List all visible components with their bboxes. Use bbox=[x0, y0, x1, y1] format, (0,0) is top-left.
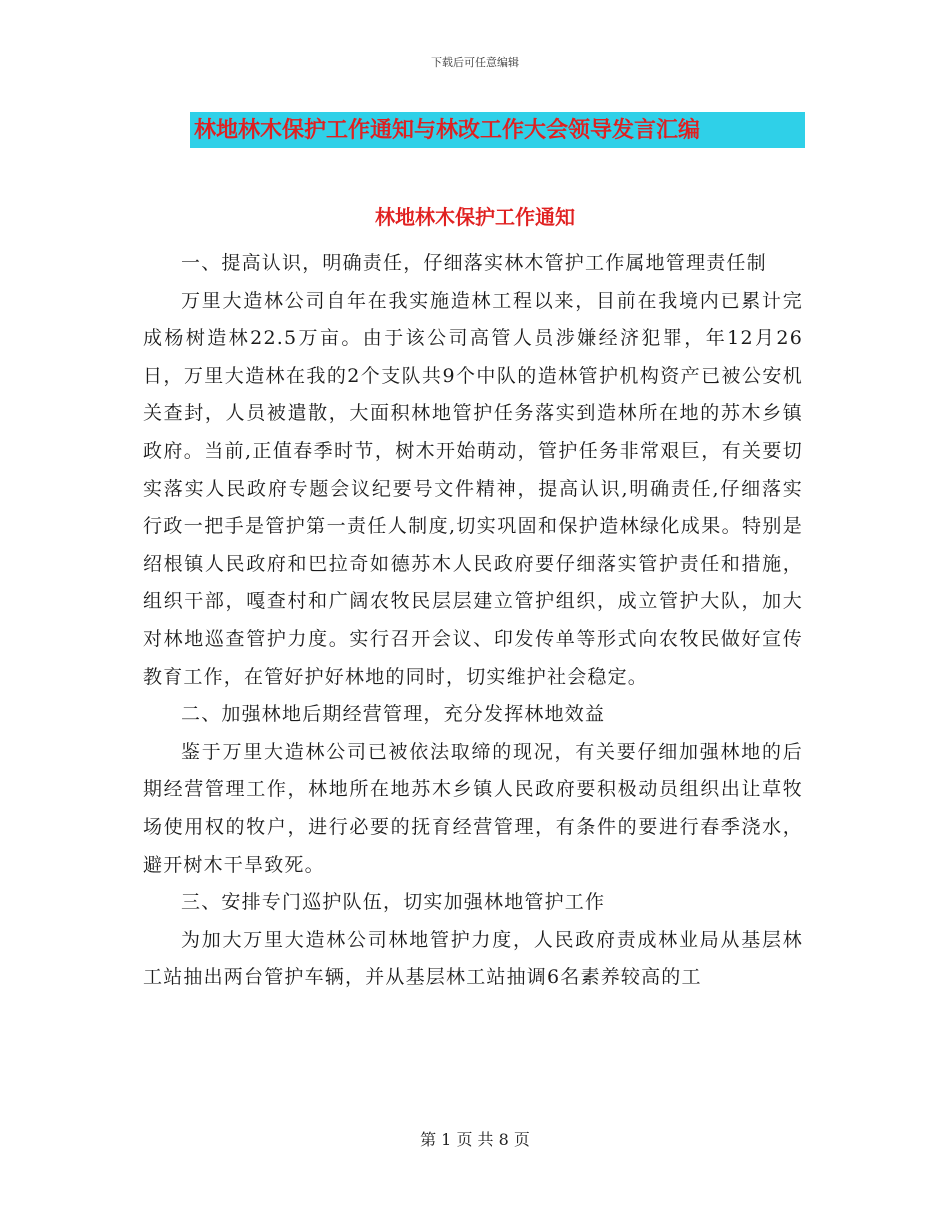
section-title: 林地林木保护工作通知 bbox=[375, 205, 575, 229]
document-title: 林地林木保护工作通知与林改工作大会领导发言汇编 bbox=[194, 117, 701, 143]
paragraph: 万里大造林公司自年在我实施造林工程以来，目前在我境内已累计完成杨树造林22.5万亩。由于该公司高管人员涉嫌经济犯罪，年12月26日，万里大造林在我的2个支队共9个中队的造林管护机构资产已被公安机关查封，人员被遣散，大面积林地管护任务落实到造林所在地的苏木乡镇政府。当前,正值春季时节，树木开始萌动，管护任务非常艰巨，有关要切实落实人民政府专题会议纪要号文件精神，提高认识,明确责任,仔细落实行政一把手是管护第一责任人制度,切实巩固和保护造林绿化成果。特别是绍根镇人民政府和巴拉奇如德苏木人民政府要仔细落实管护责任和措施，组织干部，嘎查村和广阔农牧民层层建立管护组织，成立管护大队，加大对林地巡查管护力度。实行召开会议、印发传单等形式向农牧民做好宣传教育工作，在管好护好林地的同时，切实维护社会稳定。 bbox=[143, 289, 803, 688]
paragraph-heading-2: 二、加强林地后期经营管理，充分发挥林地效益 bbox=[181, 703, 606, 726]
paragraph-heading-3: 三、安排专门巡护队伍，切实加强林地管护工作 bbox=[181, 891, 606, 914]
paragraph: 鉴于万里大造林公司已被依法取缔的现况，有关要仔细加强林地的后期经营管理工作，林地所在地苏木乡镇人民政府要积极动员组织出让草牧场使用权的牧户，进行必要的抚育经营管理，有条件的要进行春季浇水，避开树木干旱致死。 bbox=[143, 740, 803, 876]
header-note: 下载后可任意编辑 bbox=[431, 56, 519, 69]
page-footer: 第 1 页 共 8 页 bbox=[420, 1130, 530, 1149]
document-body bbox=[143, 245, 803, 997]
paragraph: 为加大万里大造林公司林地管护力度，人民政府责成林业局从基层林工站抽出两台管护车辆，并从基层林工站抽调6名素养较高的工 bbox=[143, 928, 803, 989]
paragraph-heading-1: 一、提高认识，明确责任，仔细落实林木管护工作属地管理责任制 bbox=[181, 252, 767, 274]
